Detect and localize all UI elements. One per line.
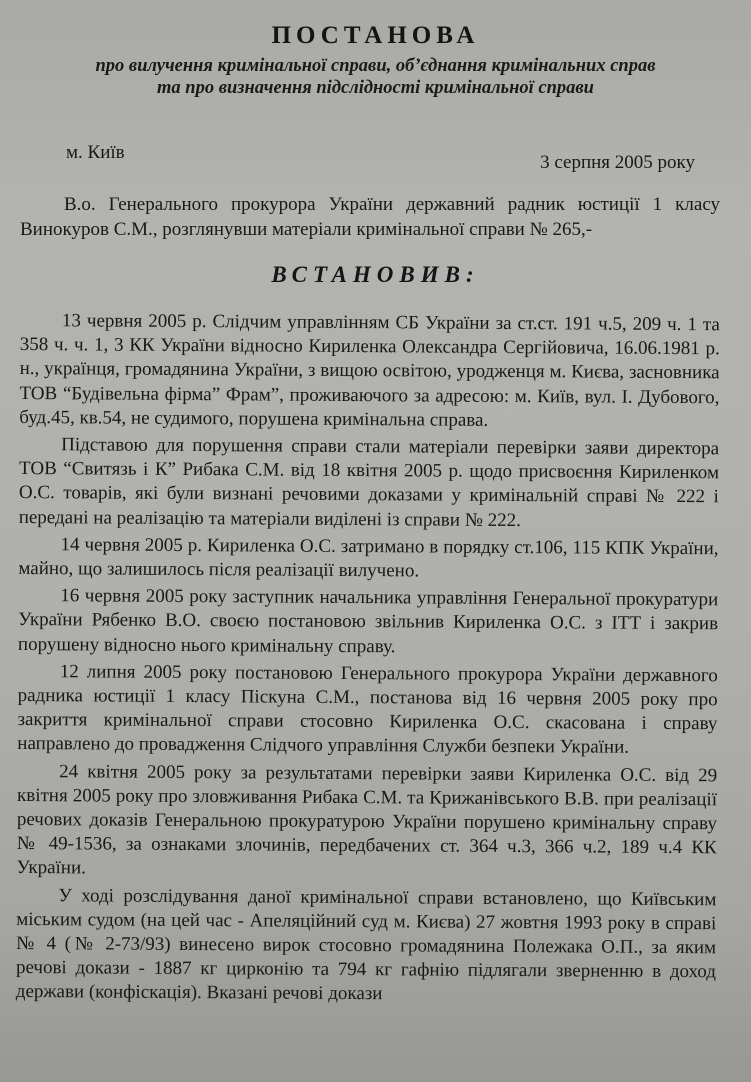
paragraph: 14 червня 2005 р. Кириленка О.С. затримано в порядку ст.106, 115 КПК України, майно, що залишилось після реалізації вилучено. xyxy=(18,534,719,582)
paragraph: 16 червня 2005 року заступник начальника управління Генеральної прокуратури України Рябенко В.О. своєю постановою звільнив Кириленка О.С. з ІТТ і закрив порушену відносно нього кримінальну справу. xyxy=(17,585,719,657)
document-date: 3 серпня 2005 року xyxy=(540,152,695,173)
preamble-text: В.о. Генерального прокурора України державний радник юстиції 1 класу Винокуров С.М., розглянувши матеріали кримінальної справи № 265,- xyxy=(20,194,720,240)
document-subtitle xyxy=(0,55,751,99)
paragraph: У ході розслідування даної кримінальної справи встановлено, що Київським міським судом (на цей час - Апеляційний суд м. Києва) 27 жовтня 1993 року в справі № 4 (№ 2-73/93) винесено вирок стосовно громадянина Полежака О.П., за яким речові докази - 1887 кг цирконію та 794 кг гафнію підлягали зверненню в доход держави (конфіскація). Вказані речові докази xyxy=(15,884,717,1005)
established-heading: ВСТАНОВИВ: xyxy=(271,262,480,287)
paragraph: 24 квітня 2005 року за результатами перевірки заяви Кириленка О.С. від 29 квітня 2005 року про зловживання Рибака С.М. та Крижанівського В.В. при реалізації речових доказів Генеральною прокуратурою України порушено кримінальну справу № 49-1536, за ознаками злочинів, передбачених ст. 364 ч.3, 366 ч.2, 189 ч.4 КК України. xyxy=(16,760,718,879)
paragraph: 13 червня 2005 р. Слідчим управлінням СБ України за ст.ст. 191 ч.5, 209 ч. 1 та 358 ч. ч. 1, 3 КК України відносно Кириленка Олександра Сергійовича, 16.06.1981 р. н., українця, громадянина України, з вищою освітою, уродженця м. Києва, засновника ТОВ “Будівельна фірма” Фрам”, проживаючого за адресою: м. Київ, вул. І. Дубового, буд.45, кв.54, не судимого, порушена кримінальна справа. xyxy=(19,310,720,431)
subtitle-line-1: про вилучення кримінальної справи, об’єднання кримінальних справ xyxy=(95,56,656,76)
preamble xyxy=(20,193,720,242)
paragraph: Підставою для порушення справи стали матеріали перевірки заяви директора ТОВ “Свитязь і К” Рибака С.М. від 18 квітня 2005 р. щодо присвоєння Кириленком О.С. товарів, які були визнані речовими доказами у кримінальній справі № 222 і передані на реалізацію та матеріали виділені із справи № 222. xyxy=(18,434,720,531)
document-place: м. Київ xyxy=(66,142,125,163)
subtitle-line-2: та про визначення підслідності кримінальної справи xyxy=(157,78,594,98)
paragraph: 12 липня 2005 року постановою Генерального прокурора України державного радника юстиції 1 класу Піскуна С.М., постанова від 16 червня 2005 року про закриття кримінальної справи стосовно Кириленка О.С. скасована і справу направлено до провадження Слідчого управління Служби безпеки України. xyxy=(17,661,718,759)
document-title: ПОСТАНОВА xyxy=(271,22,480,49)
document-body xyxy=(16,309,720,1012)
